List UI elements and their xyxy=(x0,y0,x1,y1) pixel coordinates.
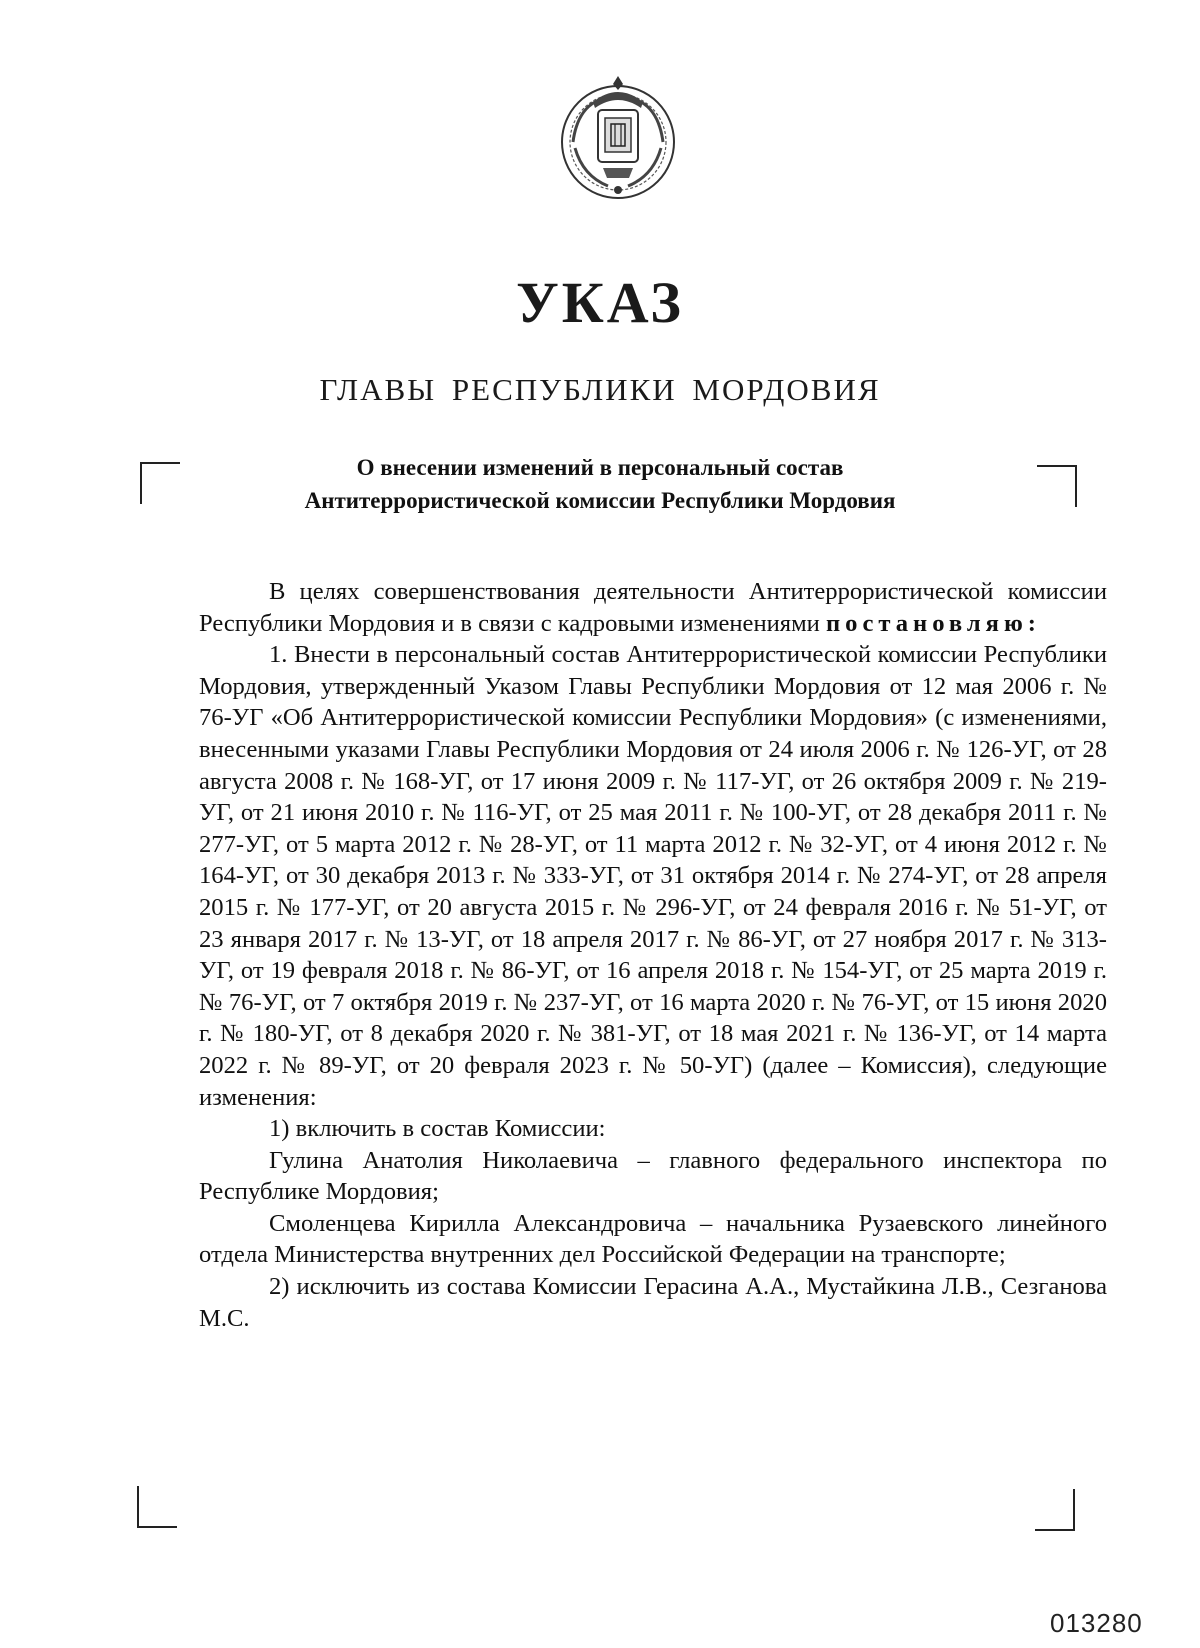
document-heading xyxy=(0,451,1200,517)
body-paragraph-exclude: 2) исключить из состава Комиссии Герасина А.А., Мустайкина Л.В., Сезганова М.С. xyxy=(199,1273,1107,1332)
body-paragraph-smolentsev: Смоленцева Кирилла Александровича – начальника Рузаевского линейного отдела Министерства внутренних дел Российской Федерации на транспорте; xyxy=(199,1209,1107,1269)
body-paragraph-gulin: Гулина Анатолия Николаевича – главного федерального инспектора по Республике Мордовия; xyxy=(199,1146,1107,1206)
coat-of-arms-emblem xyxy=(553,72,683,202)
body-paragraph-preamble xyxy=(199,576,1107,639)
document-subtitle: ГЛАВЫ РЕСПУБЛИКИ МОРДОВИЯ xyxy=(319,372,881,407)
decree-word: постановляю: xyxy=(825,609,1041,637)
preamble-text: В целях совершенствования деятельности Антитеррористической комиссии Республики Мордовия и в связи с кадровыми изменениями xyxy=(199,578,1107,637)
heading-line-2: Антитеррористической комиссии Республики Мордовия xyxy=(304,488,896,513)
document-serial-number: 013280 xyxy=(1050,1608,1143,1638)
heading-line-1: О внесении изменений в персональный состав xyxy=(356,455,844,480)
corner-mark-bottom-left xyxy=(137,1486,177,1528)
document-body xyxy=(199,576,1107,1334)
body-paragraph-include: 1) включить в состав Комиссии: xyxy=(269,1115,606,1143)
body-paragraph-item-1: 1. Внести в персональный состав Антитеррористической комиссии Республики Мордовия, утвержденный Указом Главы Республики Мордовия от 12 мая 2006 г. № 76-УГ «Об Антитеррористической комиссии Республики Мордовия» (с изменениями, внесенными указами Главы Республики Мордовия от 24 июля 2006 г. № 126-УГ, от 28 августа 2008 г. № 168-УГ, от 17 июня 2009 г. № 117-УГ, от 26 октября 2009 г. № 219-УГ, от 21 июня 2010 г. № 116-УГ, от 25 мая 2011 г. № 100-УГ, от 28 декабря 2011 г. № 277-УГ, от 5 марта 2012 г. № 28-УГ, от 11 марта 2012 г. № 32-УГ, от 4 июня 2012 г. № 164-УГ, от 30 декабря 2013 г. № 333-УГ, от 31 октября 2014 г. № 274-УГ, от 28 апреля 2015 г. № 177-УГ, от 20 августа 2015 г. № 296-УГ, от 24 февраля 2016 г. № 51-УГ, от 23 января 2017 г. № 13-УГ, от 18 апреля 2017 г. № 86-УГ, от 27 ноября 2017 г. № 313-УГ, от 19 февраля 2018 г. № 86-УГ, от 16 апреля 2018 г. № 154-УГ, от 25 марта 2019 г. № 76-УГ, от 7 октября 2019 г. № 237-УГ, от 16 марта 2020 г. № 76-УГ, от 15 июня 2020 г. № 180-УГ, от 8 декабря 2020 г. № 381-УГ, от 18 мая 2021 г. № 136-УГ, от 14 марта 2022 г. № 89-УГ, от 20 февраля 2023 г. № 50-УГ) (далее – Комиссия), следующие изменения: xyxy=(199,641,1107,1111)
corner-mark-bottom-right xyxy=(1035,1489,1075,1531)
document-title: УКАЗ xyxy=(516,270,684,335)
